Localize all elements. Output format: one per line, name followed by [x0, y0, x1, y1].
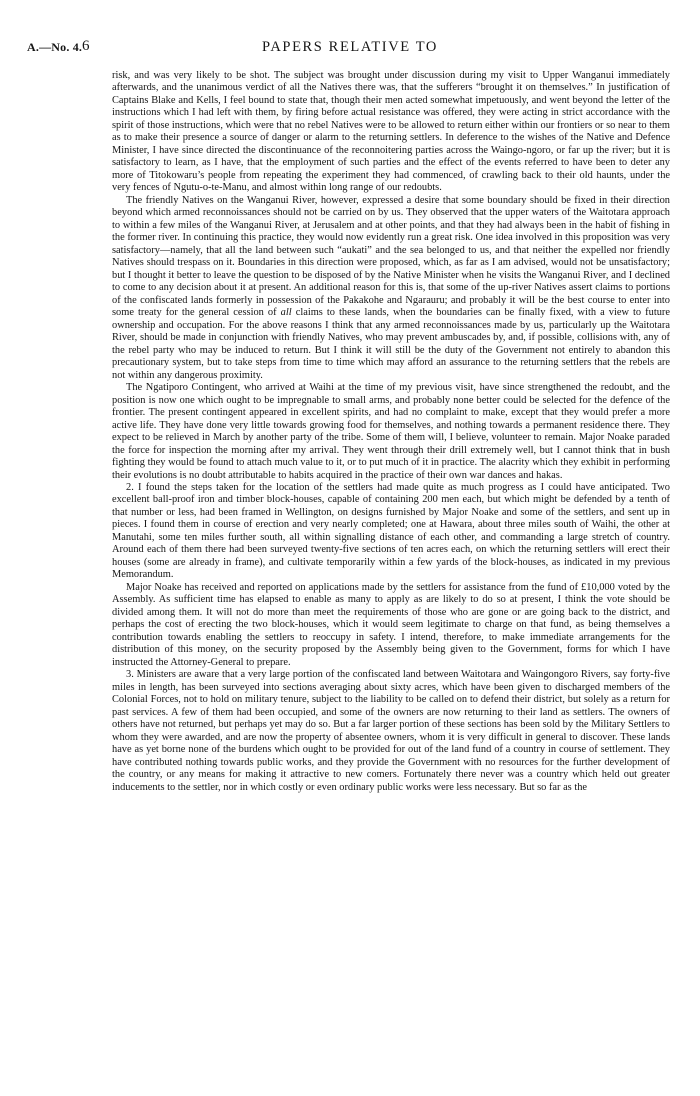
- paragraph-text: The friendly Natives on the Wanganui River, however, expressed a desire that some boundary should be fixed in their direction beyond which armed reconnoissances should not be carried on by us. They observed that the upper waters of the Waitotara approach to within a few miles of the Wanganui River, at Jerusalem and at other points, and that they had always been in the habit of fishing in the former river. In continuing this practice, they would now evidently run a great risk. One idea involved in this proposition was very satisfactory—namely, that all the land between such “aukati” and the sea belonged to us, and that neither the expelled nor friendly Natives should trespass on it. Boundaries in this direction were proposed, which, as far as I am advised, would not be unsatisfactory; but I thought it better to leave the question to be disposed of by the Native Minister when he visits the Wanganui River, and I declined to come to any decision about it at present. An additional reason for this is, that some of the up-river Natives assert claims to portions of the confiscated lands formerly in possession of the Pakakohe and Ngarauru; and probably it will be the best course to enter into some treaty for the general cession of: [112, 194, 670, 319]
- paragraph-risk: risk, and was very likely to be shot. The subject was brought under discussion during my visit to Upper Wanganui immediately afterwards, and the unanimous verdict of all the Natives there was, that the sufferers “brought it on themselves.” In justification of Captains Blake and Kells, I feel bound to state that, though their men acted somewhat impetuously, and went beyond the letter of the instructions which I had left with them, by firing before actual resistance was offered, they were acting in strict accordance with the spirit of those instructions, which were that no rebel Natives were to be allowed to return either within our frontiers or so near to them as to make their presence a source of danger or alarm to the returning settlers. In deference to the wishes of the Native and Defence Minister, I have since directed the discontinuance of the reconnoitering parties across the Waingo-ngoro, or far up the river; but it is satisfactory to learn, as I have, that the employment of such parties and the effect of the events referred to have been to deter any more of Titokowaru’s people from repeating the experiment they had commenced, of crawling back to their old haunts, under the very fences of Ngutu-o-te-Manu, and almost within long range of our redoubts.: [112, 70, 670, 194]
- paragraph-text: claims to these lands, when the boundaries can be finally fixed, with a view to future ownership and occupation. For the above reasons I think that any armed reconnoissances made by us, particularly up the Waitotara River, should be made in conjunction with friendly Natives, who may prevent ambuscades by, and, if possible, collisions with, any of the rebel party who may be induced to return. But I think it will still be the duty of the Government not entirely to abandon this precautionary system, but to take steps from time to time which may afford an assurance to the returning settlers that the rebels are not within any dangerous proximity.: [112, 307, 670, 381]
- paragraph-ngatiporo-contingent: The Ngatiporo Contingent, who arrived at Waihi at the time of my previous visit, have since strengthened the redoubt, and the position is now one which ought to be impregnable to small arms, and probably none better could be selected for the defence of the frontier. The present contingent appeared in excellent spirits, and had no complaint to make, except that they would prefer a more active life. They have done very little towards growing food for themselves, and nothing towards a permanent residence there. They expect to be relieved in March by another party of the tribe. Some of them will, I believe, volunteer to remain. Major Noake paraded the force for inspection the morning after my arrival. They went through their drill extremely well, but I cannot think that in bush fighting they would be found to attach much value to it, or to put much of it in practice. The alacrity which they exhibit in performing their evolutions is no doubt attributable to habits acquired in the practice of their own war dances and hakas.: [112, 382, 670, 481]
- page-header: [0, 40, 700, 62]
- paragraph-section-3: 3. Ministers are aware that a very large portion of the confiscated land between Waitotara and Waingongoro Rivers, say forty-five miles in length, has been surveyed into sections averaging about sixty acres, which have been given to discharged members of the Colonial Forces, not to hold on military tenure, subject to the liability to be called on to defend their district, but solely as a return for past services. A few of them had been occupied, and some of the owners are now returning to their land as settlers. The owners of others have not returned, but perhaps yet may do so. But a far larger portion of these sections has been sold by the Military Settlers to whom they were awarded, and are now the property of absentee owners, whom it is very difficult in general to discover. These lands have as yet borne none of the burdens which ought to be provided for out of the land fund of a country in course of settlement. They have contributed nothing towards public works, and they provide the Government with no resources for the further development of the country, or any means for making it attractive to new comers. Fortunately there never was a country which held out greater inducements to the settler, nor in which costly or even ordinary public works were less necessary. But so far as the: [112, 669, 670, 793]
- paragraph-major-noake-fund: Major Noake has received and reported on applications made by the settlers for assistance from the fund of £10,000 voted by the Assembly. As sufficient time has elapsed to enable as many to apply as are likely to do so at present, I think the vote should be divided among them. It will not do more than meet the requirements of those who are gone or are going back to the district, and perhaps the cost of erecting the two block-houses, which it would seem legitimate to charge on that fund, as being themselves a contribution towards enabling the settlers to reoccupy in safety. I intend, therefore, to make immediate arrangements for the distribution of this money, on the security proposed by the Assembly being given to the Government, forms for which I have instructed the Attorney-General to prepare.: [112, 581, 670, 668]
- emphasis-all: all: [280, 307, 292, 319]
- paragraph-section-2: 2. I found the steps taken for the location of the settlers had made quite as much progress as I could have anticipated. Two excellent ball-proof iron and timber block-houses, capable of containing 200 men each, but which might be defended by a tenth of that number or less, had been framed in Wellington, on designs furnished by Major Noake and some of the settlers, and sent up in pieces. I found them in course of erection and very nearly completed; one at Hawara, about three miles south of Waihi, the other at Manutahi, some ten miles further south, all within signalling distance of each other, and commanding a large stretch of country. Around each of them there had been surveyed twenty-five sections of ten acres each, on which the returning settlers will erect their houses (some are already in frame), and cultivate temporarily within a few yards of the block-houses, as indicated in my previous Memorandum.: [112, 481, 670, 581]
- paragraph-friendly-natives: [112, 195, 670, 382]
- running-title: PAPERS RELATIVE TO: [262, 39, 438, 55]
- body-text: [112, 70, 670, 794]
- document-reference: A.—No. 4.: [27, 40, 83, 54]
- page-number: 6: [82, 38, 90, 54]
